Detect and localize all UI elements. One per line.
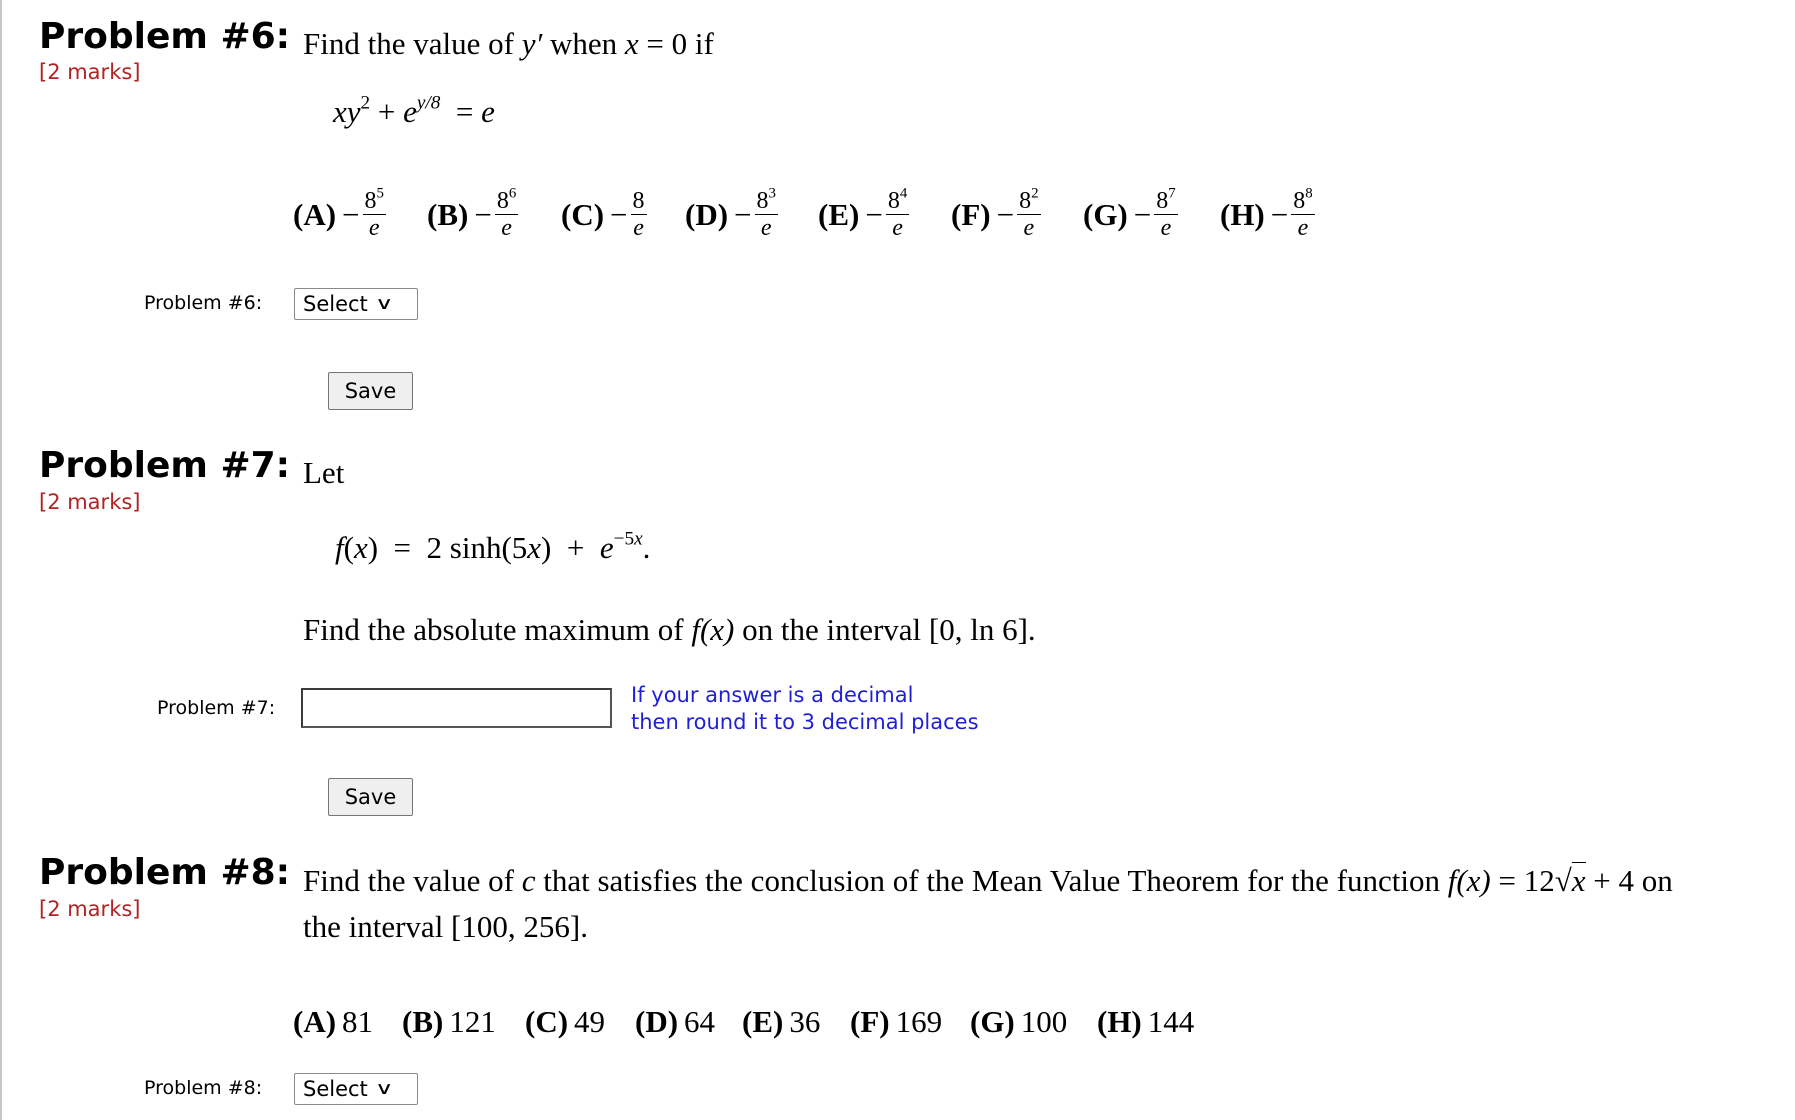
problem6-question-x: x (624, 26, 639, 61)
choice-letter: (F) (951, 196, 991, 232)
problem6-choice (293, 185, 386, 241)
problem6-question (303, 26, 714, 62)
problem8-question-line2: the interval [100, 256]. (303, 909, 588, 944)
problem6-question-mid: when (542, 26, 625, 61)
problem7-title: Problem #7: (39, 445, 291, 486)
problem6-select-value: Select (303, 292, 368, 316)
choice-value: 81 (342, 1004, 374, 1039)
choice-letter: (F) (850, 1004, 890, 1039)
problem7-save-button[interactable]: Save (328, 778, 413, 816)
left-border (0, 0, 2, 1120)
problem8-select-value: Select (303, 1077, 368, 1101)
problem6-question-post: = 0 if (638, 26, 714, 61)
problem6-choice (818, 185, 909, 241)
problem7-marks: [2 marks] (39, 490, 141, 514)
choice-letter: (G) (970, 1004, 1015, 1039)
problem8-choice (970, 1004, 1067, 1040)
problem8-choice (293, 1004, 373, 1040)
choice-value: 64 (684, 1004, 716, 1039)
choice-fraction: $\frac{8^5}{e}$ (364, 185, 384, 241)
choice-value: 100 (1020, 1004, 1068, 1039)
problem6-question-var: y′ (521, 26, 543, 61)
problem7-instruction (303, 612, 1036, 648)
problem8-question-mid: that satisfies the conclusion of the Mean Value Theorem for the function (535, 863, 1448, 898)
problem6-choice (951, 185, 1041, 241)
problem8-question-c: c (521, 863, 536, 898)
problem8-answer-label: Problem #8: (144, 1077, 263, 1099)
problem8-choice (850, 1004, 942, 1040)
choice-letter: (B) (402, 1004, 444, 1039)
problem8-question-eq: = 12 (1490, 863, 1555, 898)
choice-fraction: $\frac{8^2}{e}$ (1019, 185, 1039, 241)
problem7-answer-input[interactable] (301, 688, 612, 728)
problem8-answer-select[interactable] (294, 1073, 418, 1105)
problem8-choice (402, 1004, 496, 1040)
sqrt-icon: √ (1554, 863, 1572, 898)
problem8-choice (1097, 1004, 1194, 1040)
problem6-choice (561, 188, 647, 241)
problem7-hint-line2: then round it to 3 decimal places (631, 710, 979, 734)
choice-fraction: $\frac{8^7}{e}$ (1156, 185, 1176, 241)
choice-letter: (H) (1097, 1004, 1142, 1039)
choice-letter: (B) (427, 196, 469, 232)
choice-value: 144 (1147, 1004, 1195, 1039)
choice-letter: (G) (1083, 196, 1128, 232)
choice-value: 121 (449, 1004, 496, 1039)
choice-sign: − (1133, 196, 1152, 232)
choice-letter: (H) (1220, 196, 1265, 232)
choice-letter: (A) (293, 196, 337, 232)
chevron-down-icon: ∨ (374, 294, 394, 314)
choice-sign: − (734, 196, 752, 232)
choice-letter: (A) (293, 1004, 337, 1039)
problem7-instruction-fx: f(x) (691, 612, 735, 647)
choice-letter: (C) (561, 196, 605, 232)
choice-fraction: $\frac{8^8}{e}$ (1293, 185, 1313, 241)
problem7-hint-line1: If your answer is a decimal (631, 683, 914, 707)
problem8-question (303, 863, 1673, 899)
problem8-question-sqrt: x (1571, 863, 1586, 898)
choice-sign: − (996, 196, 1015, 232)
choice-letter: (E) (818, 196, 860, 232)
problem8-choice (742, 1004, 820, 1040)
problem6-answer-label: Problem #6: (144, 292, 263, 314)
problem8-question-post: + 4 on (1585, 863, 1673, 898)
problem8-choice (635, 1004, 715, 1040)
choice-value: 36 (789, 1004, 821, 1039)
problem8-title: Problem #8: (39, 852, 291, 893)
problem8-question-fx: f(x) (1447, 863, 1491, 898)
problem7-instruction-pre: Find the absolute maximum of (303, 612, 692, 647)
choice-fraction: $\frac{8^4}{e}$ (887, 185, 908, 241)
problem6-answer-select[interactable] (294, 288, 418, 320)
choice-sign: − (474, 196, 492, 232)
problem6-choice (1220, 185, 1315, 241)
problem6-marks: [2 marks] (39, 60, 141, 84)
problem6-title: Problem #6: (39, 16, 291, 57)
choice-letter: (D) (635, 1004, 679, 1039)
problem6-choice (1083, 185, 1178, 241)
choice-fraction: $\frac{8}{e}$ (632, 188, 645, 241)
choice-fraction: $\frac{8^3}{e}$ (756, 185, 776, 241)
problem8-question-pre: Find the value of (303, 863, 522, 898)
problem6-equation: $xy^2 + e^{y/8} = e$ (333, 92, 495, 129)
choice-fraction: $\frac{8^6}{e}$ (496, 185, 517, 241)
problem7-instruction-post: on the interval [0, ln 6]. (734, 612, 1036, 647)
choice-letter: (C) (525, 1004, 569, 1039)
problem8-choice (525, 1004, 605, 1040)
problem7-question: Let (303, 455, 345, 490)
problem6-save-button[interactable]: Save (328, 372, 413, 410)
choice-sign: − (1270, 196, 1289, 232)
problem7-hint (631, 682, 979, 736)
problem6-choice (427, 185, 518, 241)
choice-sign: − (865, 196, 883, 232)
choice-letter: (D) (685, 196, 729, 232)
choice-value: 49 (574, 1004, 606, 1039)
choice-sign: − (610, 196, 628, 232)
problem7-answer-label: Problem #7: (157, 697, 276, 719)
choice-value: 169 (895, 1004, 943, 1039)
problem7-equation: f(x) = 2 $\sinh(5x) + e^{-5x}$. (335, 528, 651, 565)
chevron-down-icon: ∨ (374, 1079, 394, 1099)
problem6-question-pre: Find the value of (303, 26, 522, 61)
problem6-choice (685, 185, 778, 241)
problem8-marks: [2 marks] (39, 897, 141, 921)
choice-letter: (E) (742, 1004, 784, 1039)
choice-sign: − (342, 196, 360, 232)
